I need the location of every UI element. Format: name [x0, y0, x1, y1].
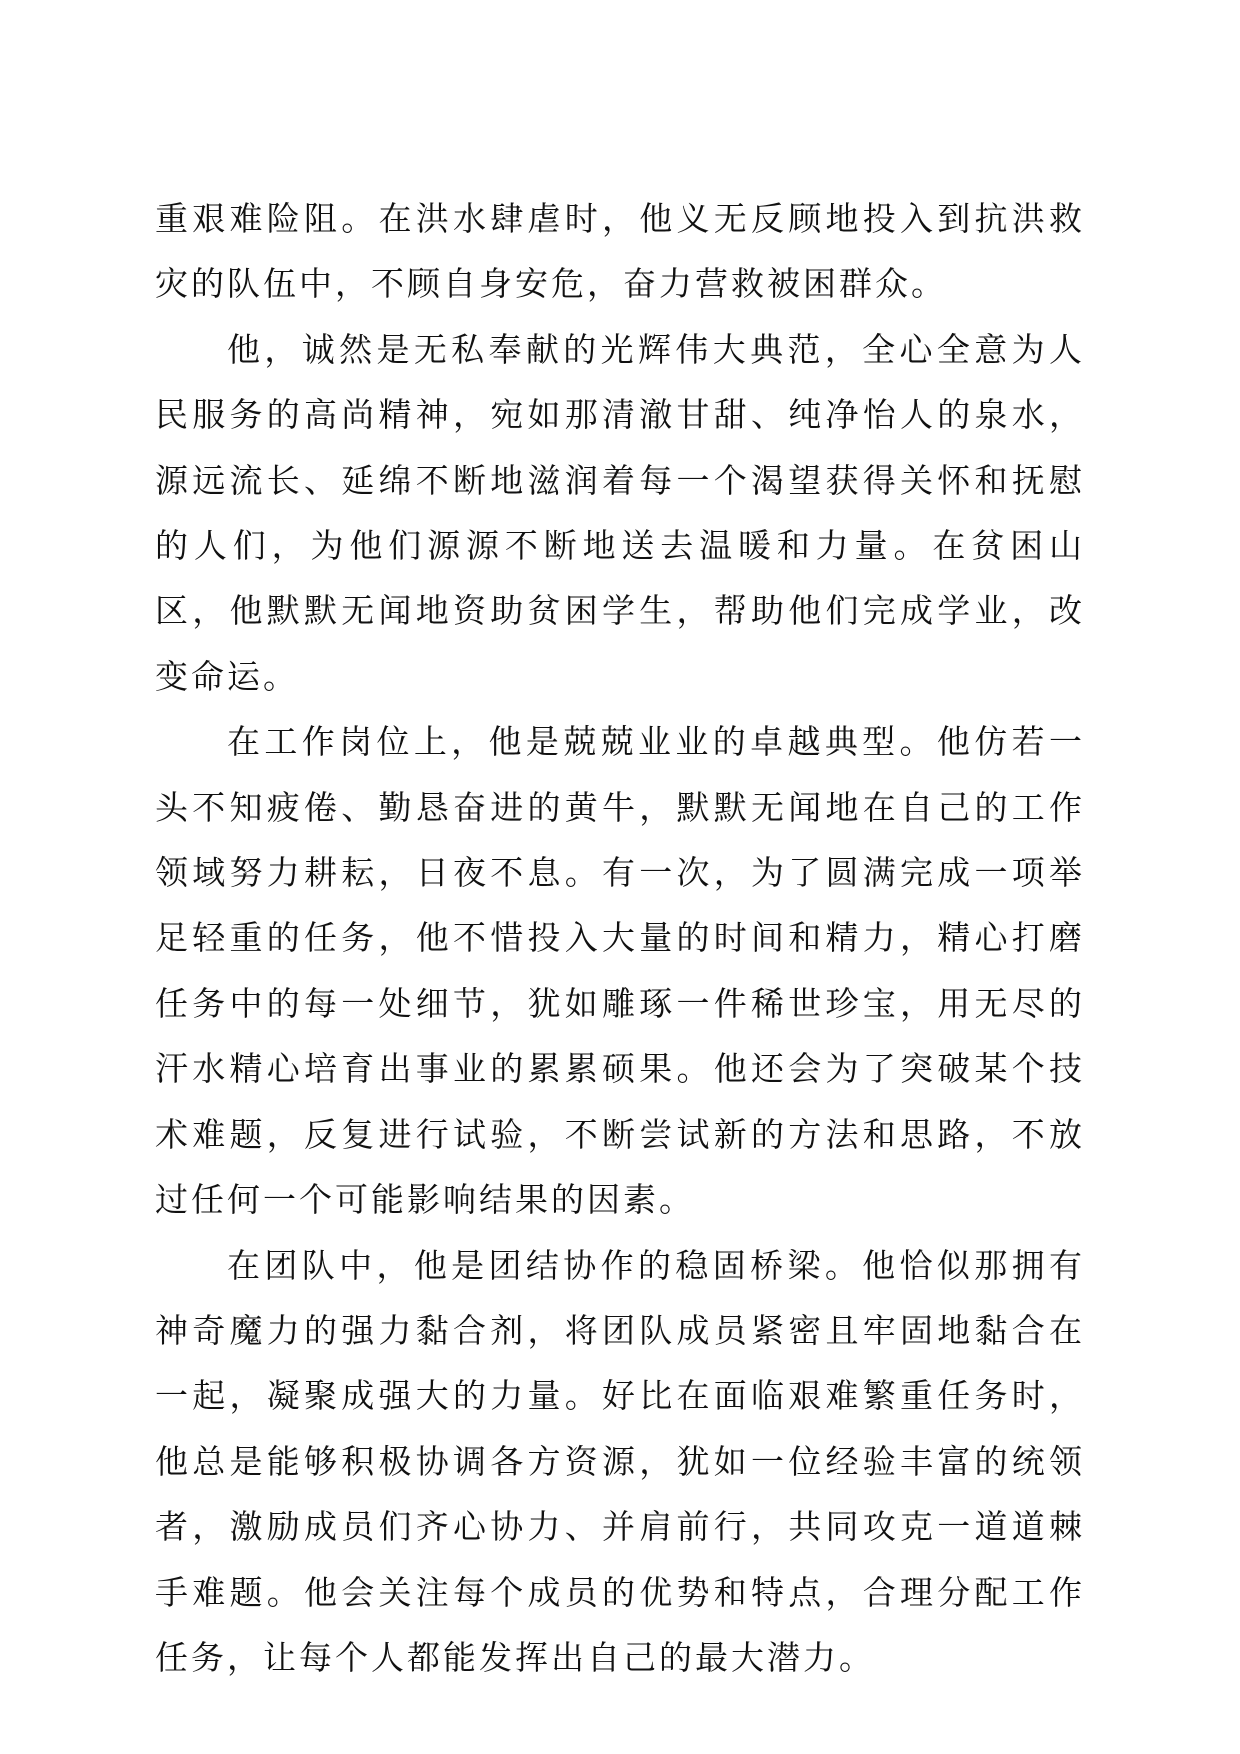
paragraph-selfless-dedication: 他，诚然是无私奉献的光辉伟大典范，全心全意为人民服务的高尚精神，宛如那清澈甘甜、纯净怡人的泉水，源远流长、延绵不断地滋润着每一个渴望获得关怀和抚慰的人们，为他们源源不断地送去温暖和力量。在贫困山区，他默默无闻地资助贫困学生，帮助他们完成学业，改变命运。 — [155, 329, 1085, 696]
body-text — [155, 186, 1085, 1690]
paragraph-work-diligence: 在工作岗位上，他是兢兢业业的卓越典型。他仿若一头不知疲倦、勤恳奋进的黄牛，默默无闻地在自己的工作领域努力耕耘，日夜不息。有一次，为了圆满完成一项举足轻重的任务，他不惜投入大量的时间和精力，精心打磨任务中的每一处细节，犹如雕琢一件稀世珍宝，用无尽的汗水精心培育出事业的累累硕果。他还会为了突破某个技术难题，反复进行试验，不断尝试新的方法和思路，不放过任何一个可能影响结果的因素。 — [155, 722, 1085, 1220]
paragraph-team-cooperation: 在团队中，他是团结协作的稳固桥梁。他恰似那拥有神奇魔力的强力黏合剂，将团队成员紧密且牢固地黏合在一起，凝聚成强大的力量。好比在面临艰难繁重任务时，他总是能够积极协调各方资源，犹如一位经验丰富的统领者，激励成员们齐心协力、并肩前行，共同攻克一道道棘手难题。他会关注每个成员的优势和特点，合理分配工作任务，让每个人都能发挥出自己的最大潜力。 — [155, 1245, 1085, 1677]
paragraph-continuation: 重艰难险阻。在洪水肆虐时，他义无反顾地投入到抗洪救灾的队伍中，不顾自身安危，奋力营救被困群众。 — [155, 199, 1085, 304]
